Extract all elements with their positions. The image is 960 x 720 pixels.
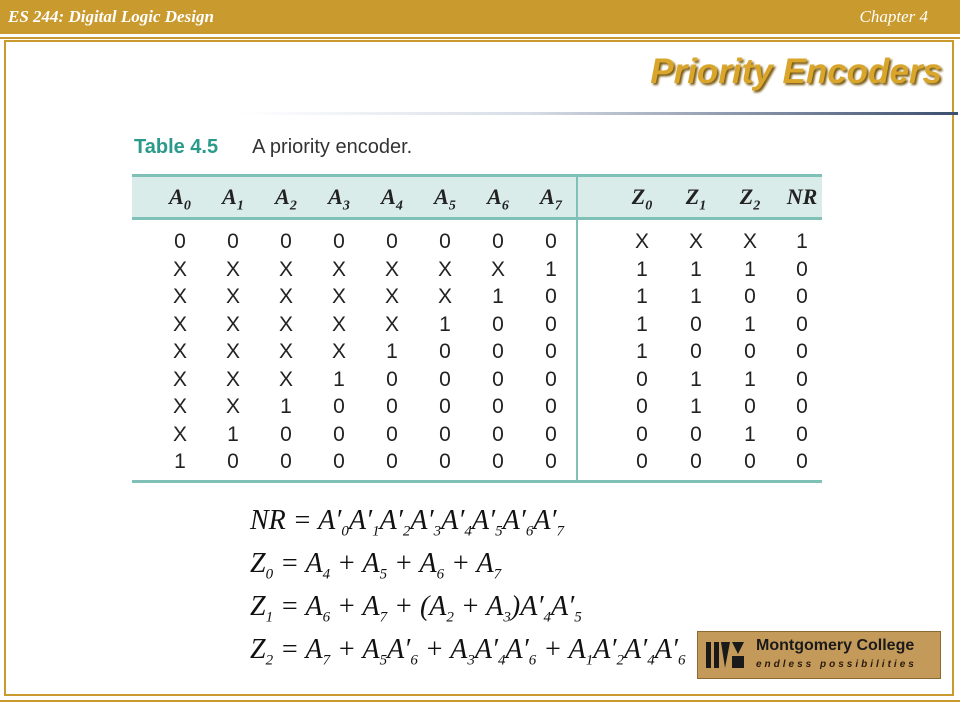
table-cell: 0 xyxy=(439,450,451,473)
table-header-cell: $Z_1$ xyxy=(685,184,707,214)
table-cell: X xyxy=(172,285,187,308)
table-cell: 0 xyxy=(439,395,451,418)
table-cell: 0 xyxy=(439,340,451,363)
table-cell: 0 xyxy=(333,230,345,253)
table-cell: 1 xyxy=(690,257,702,281)
table-cell: 0 xyxy=(386,422,398,446)
table-cell: 0 xyxy=(545,367,557,391)
table-cell: 0 xyxy=(744,340,756,363)
table-cell: 1 xyxy=(690,285,702,308)
table-cell: X xyxy=(278,285,293,308)
table-cell: X xyxy=(225,340,240,363)
table-header-cell: $A_7$ xyxy=(540,184,562,214)
chapter-label: Chapter 4 xyxy=(859,7,928,26)
table-cell: 0 xyxy=(545,230,557,253)
table-cell: X xyxy=(172,395,187,418)
college-logo xyxy=(697,631,941,679)
table-cell: 1 xyxy=(636,285,648,308)
table-cell: X xyxy=(384,285,399,308)
table-label: Table 4.5 xyxy=(134,136,219,158)
table-cell: X xyxy=(225,367,240,391)
table-cell: 1 xyxy=(492,285,504,308)
table-cell: 0 xyxy=(492,395,504,418)
equation-z1 xyxy=(250,591,582,627)
table-header-cell: $A_4$ xyxy=(381,184,403,214)
table-cell: 0 xyxy=(386,450,398,473)
table-cell: 0 xyxy=(492,230,504,253)
table-cell: 0 xyxy=(386,367,398,391)
equation-text: $Z_1 = A_6 + A_7 + (A_2 + A_3)A'_4A'_5$ xyxy=(250,591,582,626)
table-cell: 1 xyxy=(386,340,398,363)
table-cell: 0 xyxy=(545,312,557,336)
footer-rule xyxy=(0,700,960,702)
table-cell: 0 xyxy=(796,450,808,473)
table-header-cell: $A_6$ xyxy=(487,184,509,214)
table-cell: 0 xyxy=(636,422,648,446)
table-cell: X xyxy=(225,312,240,336)
table-cell: 1 xyxy=(545,257,557,281)
table-cell: 1 xyxy=(227,422,239,446)
table-cell: 1 xyxy=(744,257,756,281)
table-cell: 0 xyxy=(545,422,557,446)
table-cell: 1 xyxy=(690,395,702,418)
table-cell: X xyxy=(172,257,187,281)
table-cell: 0 xyxy=(690,340,702,363)
equation-nr xyxy=(250,505,564,541)
table-cell: 0 xyxy=(492,312,504,336)
table-cell: 0 xyxy=(636,367,648,391)
equation-z2 xyxy=(250,634,685,670)
table-cell: 0 xyxy=(636,395,648,418)
table-bottom-rule xyxy=(132,480,822,483)
table-cell: 1 xyxy=(636,257,648,281)
truth-table xyxy=(132,174,822,484)
table-cell: 1 xyxy=(280,395,292,418)
table-cell: 0 xyxy=(439,422,451,446)
header-bar xyxy=(0,0,960,34)
table-cell: 0 xyxy=(545,285,557,308)
table-header-cell: $A_1$ xyxy=(222,184,244,214)
table-cell: 0 xyxy=(174,230,186,253)
table-header-cell: $Z_2$ xyxy=(739,184,761,214)
table-cell: 0 xyxy=(545,395,557,418)
course-title: ES 244: Digital Logic Design xyxy=(8,7,214,26)
table-cell: X xyxy=(172,312,187,336)
table-cell: X xyxy=(331,340,346,363)
table-cell: 1 xyxy=(744,367,756,391)
table-cell: 0 xyxy=(545,340,557,363)
table-cell: 0 xyxy=(333,395,345,418)
table-cell: 0 xyxy=(439,367,451,391)
table-cell: X xyxy=(172,422,187,446)
table-cell: X xyxy=(172,367,187,391)
table-cell: X xyxy=(634,230,649,253)
table-cell: 0 xyxy=(439,230,451,253)
table-header-cell: $A_2$ xyxy=(275,184,297,214)
slide-title: Priority Encoders xyxy=(650,52,942,91)
table-cell: 0 xyxy=(280,422,292,446)
table-cell: 0 xyxy=(744,285,756,308)
table-cell: 1 xyxy=(636,312,648,336)
table-cell: 0 xyxy=(796,257,808,281)
college-tagline: endless possibilities xyxy=(756,659,917,670)
table-header-cell: $Z_0$ xyxy=(631,184,653,214)
table-cell: 0 xyxy=(280,450,292,473)
table-cell: X xyxy=(278,367,293,391)
table-cell: 0 xyxy=(690,312,702,336)
table-cell: 0 xyxy=(492,340,504,363)
table-cell: 0 xyxy=(280,230,292,253)
table-cell: 1 xyxy=(744,422,756,446)
table-caption-text: A priority encoder. xyxy=(252,136,413,158)
table-cell: 0 xyxy=(796,395,808,418)
table-cell: 0 xyxy=(333,450,345,473)
table-cell: X xyxy=(437,285,452,308)
table-cell: 0 xyxy=(796,422,808,446)
table-cell: X xyxy=(278,340,293,363)
table-cell: X xyxy=(278,312,293,336)
table-cell: 0 xyxy=(796,367,808,391)
table-cell: 1 xyxy=(174,450,186,473)
table-cell: 1 xyxy=(439,312,451,336)
equation-z0 xyxy=(250,548,501,584)
table-cell: 0 xyxy=(690,422,702,446)
table-cell: 1 xyxy=(744,312,756,336)
table-cell: X xyxy=(225,395,240,418)
equation-text: $Z_2 = A_7 + A_5A'_6 + A_3A'_4A'_6 + A_1A'_2A'_4A'_6$ xyxy=(250,634,686,669)
table-cell: 0 xyxy=(690,450,702,473)
table-cell: 0 xyxy=(796,285,808,308)
table-cell: 0 xyxy=(227,450,239,473)
table-header-cell: $A_3$ xyxy=(328,184,350,214)
table-cell: 0 xyxy=(796,312,808,336)
table-cell: 0 xyxy=(386,395,398,418)
table-cell: X xyxy=(331,285,346,308)
table-cell: X xyxy=(437,257,452,281)
table-cell: X xyxy=(384,312,399,336)
table-cell: X xyxy=(490,257,505,281)
equation-text: $Z_0 = A_4 + A_5 + A_6 + A_7$ xyxy=(250,548,502,583)
table-cell: X xyxy=(688,230,703,253)
table-cell: X xyxy=(278,257,293,281)
table-cell: X xyxy=(225,285,240,308)
table-header-cell: $A_0$ xyxy=(169,184,191,214)
title-underline xyxy=(240,112,958,115)
table-cell: 0 xyxy=(636,450,648,473)
college-logo-mark-icon xyxy=(706,640,744,670)
table-cell: 1 xyxy=(333,367,345,391)
table-cell: X xyxy=(172,340,187,363)
table-cell: X xyxy=(331,312,346,336)
table-header-cell: $A_5$ xyxy=(434,184,456,214)
table-cell: 0 xyxy=(333,422,345,446)
table-cell: 0 xyxy=(796,340,808,363)
table-cell: 1 xyxy=(796,230,808,253)
table-cell: X xyxy=(225,257,240,281)
table-cell: X xyxy=(742,230,757,253)
table-cell: 0 xyxy=(545,450,557,473)
header-divider-lower xyxy=(0,37,960,39)
equation-text: NR = $A'_0A'_1A'_2A'_3A'_4A'_5A'_6A'_7$ xyxy=(250,505,565,540)
table-cell: 0 xyxy=(492,367,504,391)
table-cell: 0 xyxy=(744,395,756,418)
table-cell: 0 xyxy=(744,450,756,473)
table-cell: 0 xyxy=(492,450,504,473)
table-column-separator xyxy=(576,174,578,483)
table-cell: X xyxy=(384,257,399,281)
table-caption xyxy=(134,136,412,159)
table-header-cell: NR xyxy=(786,184,818,209)
college-name: Montgomery College xyxy=(756,637,915,654)
table-cell: 0 xyxy=(227,230,239,253)
table-cell: 0 xyxy=(492,422,504,446)
table-cell: X xyxy=(331,257,346,281)
table-cell: 1 xyxy=(690,367,702,391)
table-cell: 0 xyxy=(386,230,398,253)
table-cell: 1 xyxy=(636,340,648,363)
